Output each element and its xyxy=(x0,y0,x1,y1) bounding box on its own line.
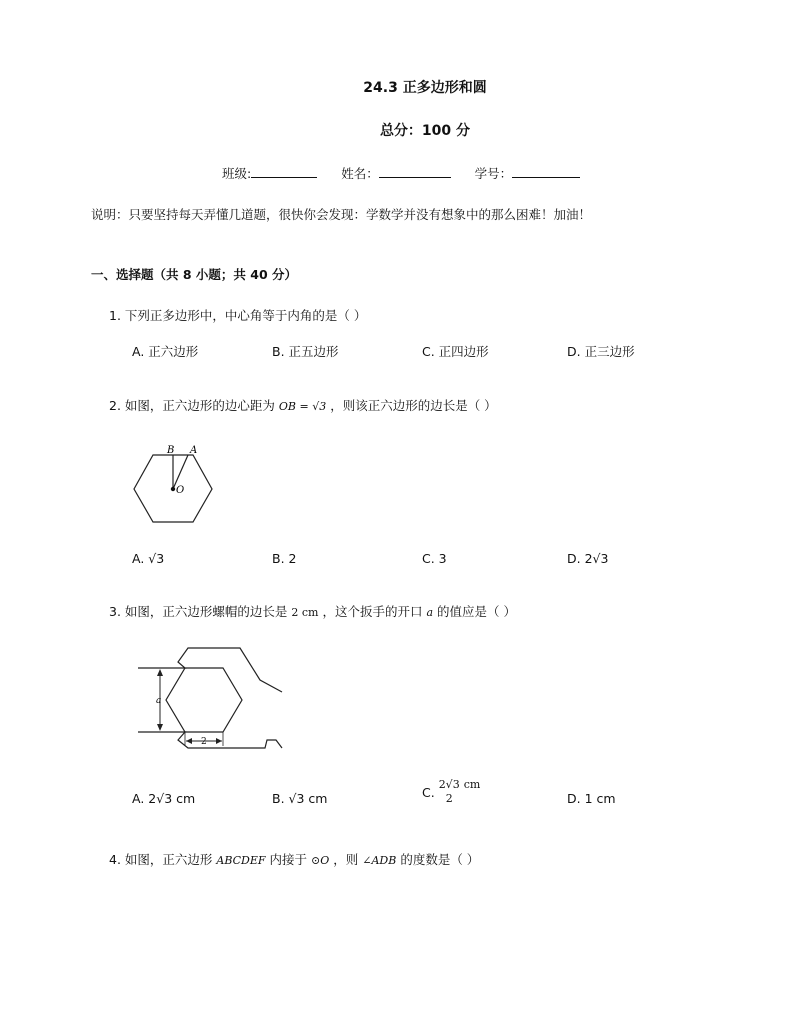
name-label: 姓名： xyxy=(341,166,379,181)
arrow-down-icon xyxy=(157,724,163,731)
q3-option-d: D. 1 cm xyxy=(567,791,616,806)
question-1-stem: 1. 下列正多边形中，中心角等于内角的是（ ） xyxy=(109,308,367,323)
total-score: 总分：100 分 xyxy=(379,123,471,139)
q2-stem-after: ，则该正六边形的边长是（ ） xyxy=(330,398,497,413)
question-2-stem xyxy=(109,396,497,414)
q3-option-a: A. 2√3 cm xyxy=(132,791,196,806)
instruction-note: 说明：只要坚持每天弄懂几道题，很快你会发现：学数学并没有想象中的那么困难！加油！ xyxy=(91,207,592,222)
name-blank xyxy=(379,163,451,178)
question-3-stem xyxy=(109,602,516,620)
label-a-dimension: a xyxy=(156,696,162,706)
class-label: 班级: xyxy=(222,166,252,181)
segment-oa xyxy=(173,455,188,489)
q4-stem-mid: 内接于 xyxy=(269,852,308,867)
wrench-lower-jaw xyxy=(138,732,282,748)
id-blank xyxy=(512,163,580,178)
label-o: O xyxy=(176,485,185,496)
q2-option-b: B. 2 xyxy=(272,551,297,566)
q4-stem-mid2: ，则 xyxy=(333,852,359,867)
section-heading: 一、选择题（共 8 小题；共 40 分） xyxy=(91,267,298,282)
q2-option-d: D. 2√3 xyxy=(567,551,609,566)
q1-option-a: A. 正六边形 xyxy=(132,344,199,359)
q2-option-a: A. √3 xyxy=(132,551,165,566)
q2-option-c: C. 3 xyxy=(422,551,447,566)
q3-stem-before: 3. 如图，正六边形螺帽的边长是 xyxy=(109,604,288,619)
q4-stem-before: 4. 如图，正六边形 xyxy=(109,852,213,867)
q3-option-c-denominator: 2 xyxy=(445,792,453,805)
arrow-up-icon xyxy=(157,669,163,676)
label-2-dimension: 2 xyxy=(201,737,207,747)
nut-hexagon xyxy=(166,668,242,732)
class-blank xyxy=(251,163,317,178)
q4-angle: ∠ADB xyxy=(362,854,397,867)
id-label: 学号： xyxy=(474,166,513,181)
q3-var: a xyxy=(426,606,434,619)
arrow-left-icon xyxy=(186,738,192,744)
hexagon-figure xyxy=(128,440,218,530)
q3-stem-after: 的值应是（ ） xyxy=(437,604,516,619)
q3-option-c-numerator: 2√3 xyxy=(438,778,460,791)
student-info-row xyxy=(222,163,580,182)
q1-option-b: B. 正五边形 xyxy=(272,344,339,359)
q1-option-d: D. 正三边形 xyxy=(567,344,635,359)
q1-option-c: C. 正四边形 xyxy=(422,344,489,359)
q3-option-b: B. √3 cm xyxy=(272,791,328,806)
label-b: B xyxy=(167,445,175,456)
q2-formula: OB = √3 xyxy=(278,400,327,413)
q2-stem-before: 2. 如图，正六边形的边心距为 xyxy=(109,398,275,413)
q3-option-c: C. 2√3 2 cm xyxy=(422,778,481,805)
q3-unit-value: 2 cm xyxy=(291,606,319,619)
q4-stem-after: 的度数是（ ） xyxy=(400,852,480,867)
arrow-right-icon xyxy=(216,738,222,744)
q4-polygon: ABCDEF xyxy=(216,854,266,867)
question-4-stem xyxy=(109,850,479,868)
wrench-figure xyxy=(130,640,290,755)
page-title: 24.3 正多边形和圆 xyxy=(363,80,487,96)
q3-stem-mid: ，这个扳手的开口 xyxy=(322,604,423,619)
center-point xyxy=(171,487,175,491)
q4-circle: ⊙O xyxy=(311,854,330,867)
q3-option-c-unit: cm xyxy=(463,778,481,791)
label-a: A xyxy=(190,445,198,456)
